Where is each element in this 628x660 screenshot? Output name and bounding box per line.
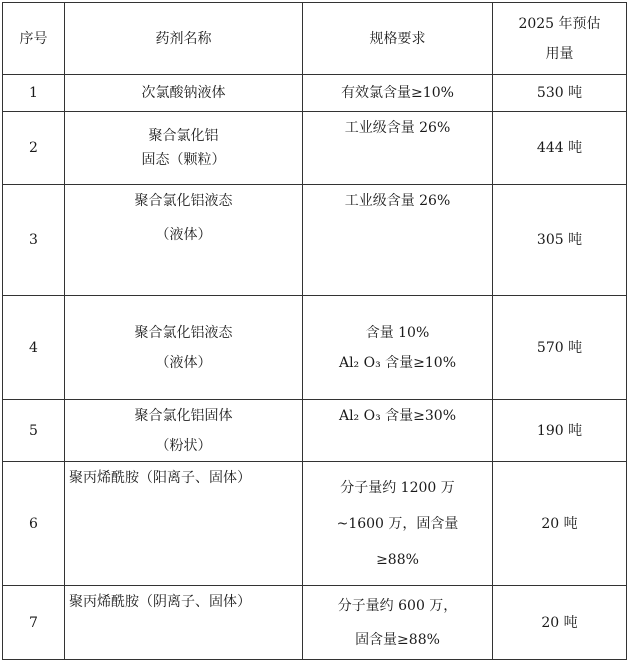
- row-spec: [303, 400, 493, 462]
- row-spec-line: 分子量约 600 万，: [337, 597, 458, 614]
- row-num: 5: [3, 400, 65, 462]
- row-name-line: 聚合氯化铝: [148, 128, 219, 144]
- table-row: [3, 75, 627, 112]
- row-num: 4: [3, 296, 65, 400]
- row-name-line: （液体）: [155, 354, 212, 371]
- row-name-line: 固态（颗粒）: [141, 152, 226, 168]
- row-name-line: 聚合氯化铝固体: [134, 407, 233, 424]
- row-name-line: 聚合氯化铝液态: [134, 193, 233, 209]
- row-qty: 444 吨: [493, 112, 627, 185]
- row-spec: [303, 296, 493, 400]
- header-qty-line2: 用量: [545, 45, 574, 62]
- row-spec-line: 工业级含量 26%: [344, 120, 451, 136]
- header-qty: [493, 3, 627, 75]
- row-spec-line: 工业级含量 26%: [344, 193, 451, 209]
- row-spec-line: ≥88%: [376, 551, 419, 568]
- row-name: [65, 586, 303, 660]
- row-num: 3: [3, 185, 65, 296]
- header-row: [3, 3, 627, 75]
- row-qty: 20 吨: [493, 462, 627, 586]
- header-spec: 规格要求: [303, 3, 493, 75]
- row-num: 1: [3, 75, 65, 112]
- row-num: 2: [3, 112, 65, 185]
- chemical-usage-table: [2, 2, 627, 660]
- row-spec: [303, 75, 493, 112]
- table-row: [3, 586, 627, 660]
- table-row: [3, 185, 627, 296]
- row-qty: 190 吨: [493, 400, 627, 462]
- table-row: [3, 296, 627, 400]
- row-name: [65, 75, 303, 112]
- row-name-line: 聚丙烯酰胺（阳离子、固体）: [69, 470, 251, 486]
- row-name-line: （液体）: [155, 227, 212, 243]
- row-spec-line: 含量 10%: [365, 324, 430, 341]
- row-spec-line: 固含量≥88%: [355, 631, 440, 648]
- table-row: [3, 462, 627, 586]
- row-qty: 305 吨: [493, 185, 627, 296]
- table-row: [3, 112, 627, 185]
- row-name-line: 次氯酸钠液体: [141, 85, 226, 101]
- row-spec-line: ~1600 万，固含量: [336, 515, 459, 532]
- header-num: 序号: [3, 3, 65, 75]
- table-row: [3, 400, 627, 462]
- row-spec: [303, 185, 493, 296]
- row-spec-line: 分子量约 1200 万: [340, 479, 455, 496]
- row-spec: [303, 462, 493, 586]
- row-name-line: 聚合氯化铝液态: [134, 324, 233, 341]
- row-name: [65, 400, 303, 462]
- row-name-line: 聚丙烯酰胺（阴离子、固体）: [69, 594, 251, 610]
- row-spec-line: Al₂ O₃ 含量≥10%: [338, 354, 457, 371]
- row-name: [65, 462, 303, 586]
- row-num: 7: [3, 586, 65, 660]
- row-name-line: （粉状）: [155, 437, 212, 454]
- row-spec-line: Al₂ O₃ 含量≥30%: [338, 408, 457, 424]
- row-spec: [303, 112, 493, 185]
- row-qty: 20 吨: [493, 586, 627, 660]
- row-name: [65, 112, 303, 185]
- header-qty-line1: 2025 年预估: [518, 15, 601, 32]
- row-name: [65, 185, 303, 296]
- row-spec: [303, 586, 493, 660]
- header-name: 药剂名称: [65, 3, 303, 75]
- row-qty: 530 吨: [493, 75, 627, 112]
- row-name: [65, 296, 303, 400]
- row-spec-line: 有效氯含量≥10%: [341, 85, 454, 101]
- row-qty: 570 吨: [493, 296, 627, 400]
- row-num: 6: [3, 462, 65, 586]
